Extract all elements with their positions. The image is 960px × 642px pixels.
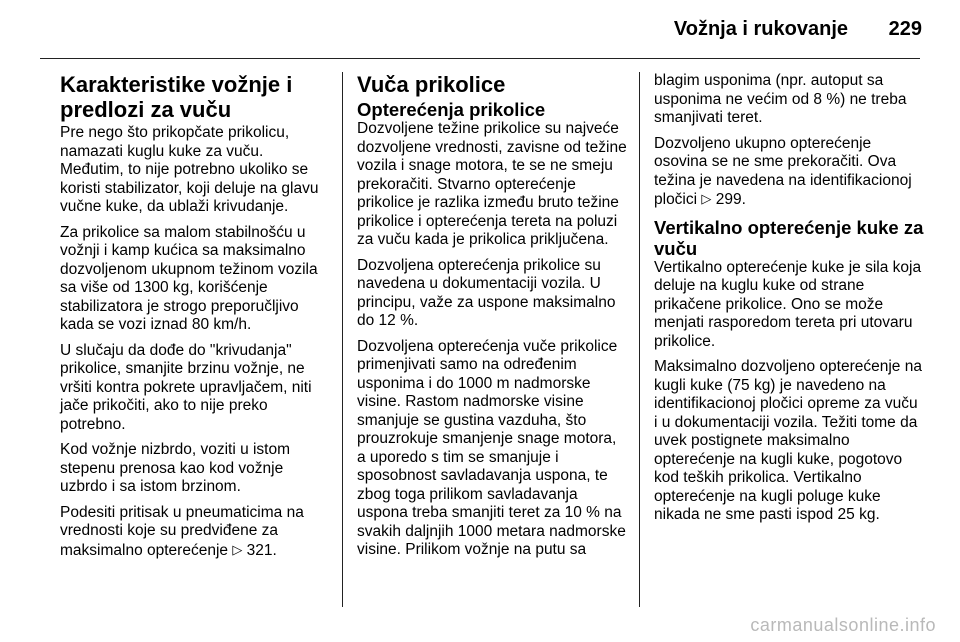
page-reference-link[interactable]: 321. [246,541,277,559]
paragraph: Pre nego što prikopčate prikolicu, namazati kuglu kuke za vuču. Međutim, to nije potrebno ukoliko se koristi stabilizator, koji deluje na glavu vučne kuke, da ublaži krivudanje. [60,124,319,215]
paragraph: U slučaju da dođe do "krivudanja" prikolice, smanjite brzinu vožnje, ne vršiti kontra pokrete upravljačem, niti jače prikočiti, ako to nije preko potrebno. [60,341,312,433]
paragraph: Dozvoljene težine prikolice su najveće dozvoljene vrednosti, zavisne od težine vozila i snage motora, te se ne smeju prekoračiti. Stvarno opterećenje prikolice je razlika između bruto težine prikolice i opterećenja tereta na poluzi za vuču kada je prikolica priključena. [357,120,627,248]
subheading-vertical-coupling-load: Vertikalno opterećenje kuke za vuču [654,216,924,259]
header-title: Vožnja i rukovanje [673,18,848,40]
paragraph-text: Dozvoljeno ukupno opterećenje osovina se ne sme prekoračiti. Ova težina je navedena na identifikacionoj pločici [654,134,912,208]
section-heading-trailer-towing: Vuča prikolice [357,72,506,97]
page-reference-link[interactable]: 299. [715,191,746,208]
paragraph [654,135,924,210]
column-right [654,72,924,532]
paragraph: Kod vožnje nizbrdo, voziti u istom stepenu prenosa kao kod vožnje uzbrdo i sa istom brzinom. [60,441,291,495]
page-reference-arrow-icon: ▷ [701,191,712,206]
paragraph [60,504,328,561]
paragraph: blagim usponima (npr. autoput sa usponima ne većim od 8 %) ne treba smanjivati teret. [654,72,907,126]
watermark: carmanualsonline.info [750,615,936,635]
column-divider [639,72,640,607]
section-heading-driving-characteristics: Karakteristike vožnje i predlozi za vuču [60,72,293,122]
column-middle [357,72,627,567]
paragraph: Dozvoljena opterećenja prikolice su navedena u dokumentaciji vozila. U principu, važe za uspone maksimalno do 12 %. [357,256,616,329]
page-header [0,0,960,60]
column-left [60,72,328,567]
paragraph: Maksimalno dozvoljeno opterećenje na kugli kuke (75 kg) je navedeno na identifikacionoj pločici opreme za vuču i u dokumentaciji vozila. Težiti tome da uvek postignete maksimalno opterećenje na kugli kuke, pogotovo kod teških prikolica. Vertikalno opterećenje na kugli poluge kuke nikada ne sme pasti ispod 25 kg. [654,358,922,523]
column-divider [342,72,343,607]
header-rule [40,58,920,59]
paragraph-text: Podesiti pritisak u pneumaticima na vrednosti koje su predviđene za maksimalno opterećenje [60,503,304,559]
paragraph: Vertikalno opterećenje kuke je sila koja deluje na kuglu kuke od strane prikačene prikolice. Ono se može menjati rasporedom tereta pri utovaru prikolice. [654,258,922,350]
page-reference-arrow-icon: ▷ [232,541,243,557]
subheading-trailer-loads: Opterećenja prikolice [357,99,546,120]
paragraph: Za prikolice sa malom stabilnošću u vožnji i kamp kućica sa maksimalno dozvoljenom ukupnom težinom vozila sa više od 1300 kg, korišćenje stabilizatora je strogo preporučljivo kada se vozi iznad 80 km/h. [60,223,318,333]
page-number: 229 [888,18,922,40]
paragraph: Dozvoljena opterećenja vuče prikolice primenjivati samo na određenim usponima i do 1000 m nadmorske visine. Rastom nadmorske visine smanjuje se gustina vazduha, što prouzrokuje smanjenje snage motora, a uporedo s tim se smanjuje i sposobnost savladavanja uspona, te zbog toga prilikom savladavanja uspona treba smanjiti teret za 10 % na svakih daljnjih 1000 metara nadmorske visine. Prilikom vožnje na putu sa [357,337,626,558]
